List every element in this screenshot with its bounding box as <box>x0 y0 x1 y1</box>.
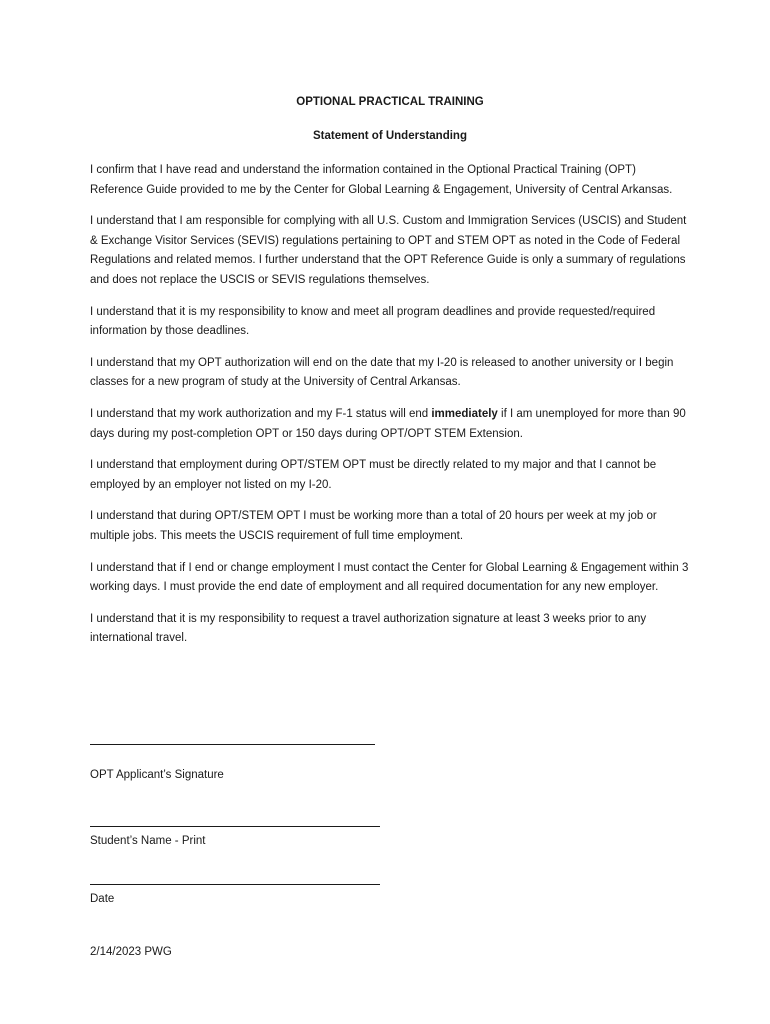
name-print-line[interactable] <box>90 826 380 827</box>
paragraph-regulations: I understand that I am responsible for complying with all U.S. Custom and Immigration Services (USCIS) and Student & Exchange Visitor Services (SEVIS) regulations pertaining to OPT and STEM OPT as noted in the Code of Federal Regulations and related memos. I further understand that the OPT Reference Guide is only a summary of regulations and does not replace the USCIS or SEVIS regulations themselves. <box>90 215 687 286</box>
paragraph-confirm-guide: I confirm that I have read and understand the information contained in the Optional Practical Training (OPT) Reference Guide provided to me by the Center for Global Learning & Engagement, University of Central Arkansas. <box>90 164 673 196</box>
revision-footer: 2/14/2023 PWG <box>90 946 172 958</box>
paragraph-hours: I understand that during OPT/STEM OPT I must be working more than a total of 20 hours per week at my job or multiple jobs. This meets the USCIS requirement of full time employment. <box>90 510 657 542</box>
document-subtitle: Statement of Understanding <box>313 130 467 142</box>
document-title: OPTIONAL PRACTICAL TRAINING <box>296 96 484 108</box>
name-field-group <box>90 826 380 849</box>
paragraph-unemployment-before: I understand that my work authorization and my F-1 status will end <box>90 407 432 420</box>
name-print-label: Student’s Name - Print <box>90 835 206 847</box>
paragraph-travel: I understand that it is my responsibility to request a travel authorization signature at least 3 weeks prior to any international travel. <box>90 612 647 645</box>
paragraph-authorization-end: I understand that my OPT authorization will end on the date that my I-20 is released to another university or I begin classes for a new program of study at the University of Central Arkansas. <box>90 356 674 389</box>
paragraph-unemployment-emphasis: immediately <box>431 407 498 420</box>
paragraph-deadlines: I understand that it is my responsibility to know and meet all program deadlines and provide requested/required information by those deadlines. <box>90 305 656 338</box>
document-body <box>90 94 690 661</box>
signature-line[interactable] <box>90 744 375 745</box>
paragraph-unemployment <box>90 405 690 444</box>
date-label: Date <box>90 893 115 905</box>
paragraph-employment-related: I understand that employment during OPT/STEM OPT must be directly related to my major and that I cannot be employed by an employer not listed on my I-20. <box>90 459 657 491</box>
paragraph-unemployment-after: if I am unemployed for more than 90 days during my post-completion OPT or 150 days during OPT/OPT STEM Extension. <box>90 407 686 440</box>
signature-label: OPT Applicant’s Signature <box>90 769 224 781</box>
paragraph-change-employment: I understand that if I end or change employment I must contact the Center for Global Learning & Engagement within 3 working days. I must provide the end date of employment and all required documentation for any new employer. <box>90 561 689 594</box>
date-line[interactable] <box>90 884 380 885</box>
signature-field-group <box>90 744 375 783</box>
date-field-group <box>90 884 380 907</box>
